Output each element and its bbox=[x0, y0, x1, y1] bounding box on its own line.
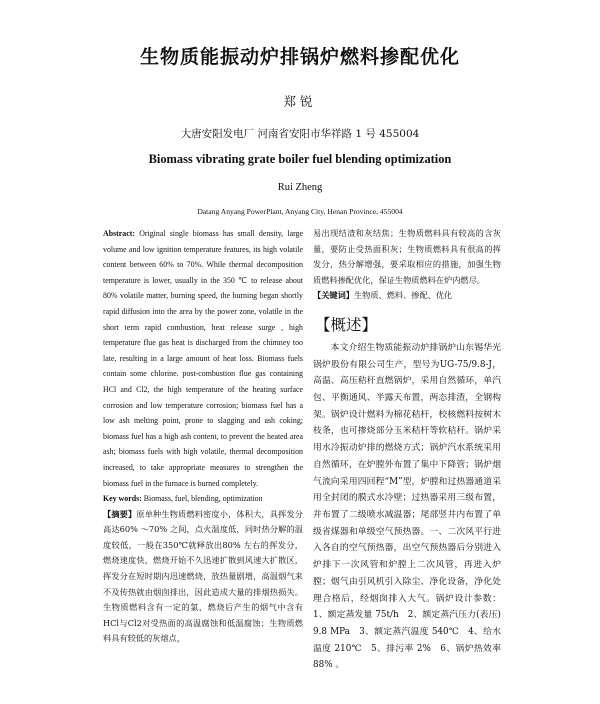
abstract-cn-text-start: 原单种生物质燃料密度小，体积大，具挥发分高达60% ～70% 之间，点火温度低，同时热分解的温度较低，一般在350℃就释放出80% 左右的挥发分，燃烧速度快，燃烧开始不久迅速扩散到风速大扩散区，挥发分在短时期内迅速燃烧，放热量剧增，高温烟气来不及传热就由烟囱排出，因此造成大量的排烟热损失。生物质燃料含有一定的氯，燃烧后产生的烟气中含有HCl与Cl2对受热面的高温腐蚀和低温腐蚀；生物质燃料具有较低的灰熔点， bbox=[103, 508, 303, 644]
affiliation-en: Datang Anyang PowerPlant, Anyang City, Henan Province, 455004 bbox=[197, 207, 403, 216]
author-name-en: Rui Zheng bbox=[277, 182, 323, 193]
keywords-cn-text: 生物质、燃料、掺配、优化 bbox=[353, 290, 453, 301]
abstract-cn-label: 【摘要】 bbox=[103, 508, 137, 519]
abstract-en-label: Abstract: bbox=[103, 229, 135, 238]
section-heading-overview: 【概述】 bbox=[315, 315, 378, 334]
overview-paragraph: 本文介绍生物质能振动炉排锅炉山东锡华光锅炉股份有限公司生产，型号为UG-75/9.8-J，高温、高压秸秆直燃锅炉，采用自然循环，单汽包、平衡通风、半露天布置，两态排渣，全钢构架。锅炉设计燃料为棉花秸杆，校核燃料按树木枝条，也可掺烧部分玉米秸杆等软秸秆。锅炉采用水冷振动炉排的燃烧方式；锅炉汽水系统采用自然循环，在炉膛外布置了集中下降管；锅炉烟气流向采用四回程“M”型，炉膛和过热器通道采用全封闭的膜式水冷壁；过热器采用三级布置，并布置了二级喷水减温器；尾部竖井内布置了单级省煤器和单级空气预热器。一、二次风平行进入各自的空气预热器，出空气预热器后分别进入炉排下一次风管和炉膛上二次风管，再进入炉膛；烟气由引风机引入除尘、净化设备，净化处理合格后，经烟囱排入大气。锅炉设计参数：1、额定蒸发量 75t/h 2、额定蒸汽压力(表压) 9.8 MPa 3、额定蒸汽温度 540℃ 4、给水温度 210℃ 5、排污率 2% 6、锅炉热效率 88% 。 bbox=[313, 342, 501, 671]
abstract-en-text: Original single biomass has small density, large volume and low ignition temperature features, its high volatile content between 60% to 70%. While thermal decomposition temperature is lower, usually in the 350 ℃ to release about 80% volatile matter, burning speed, the burning began shortly rapid diffusion into the area by the power zone, volatile in the short term rapid combustion, heat release surge , high temperature flue gas heat is discharged from the chimney too late, resulting in a large amount of heat loss. Biomass fuels contain some chlorine. post-combustion flue gas containing HCl and Cl2, the high temperature of the heating surface corrosion and low temperature corrosion; biomass fuel has a low ash melting point, prone to slagging and ash coking; biomass fuel has a high ash content, to prevent the heated area ash; biomass fuels with high volatile, thermal decomposition increased, to take appropriate measures to strengthen the biomass fuel in the furnace is burned completely. bbox=[103, 229, 303, 488]
left-column bbox=[103, 226, 303, 647]
abstract-cn-text-continued: 易出现结渣和灰结焦；生物质燃料具有较高的含灰量，要防止受热面积灰；生物质燃料具有很高的挥发分，热分解增强，要采取相应的措施，加强生物质燃料掺配优化，保证生物质燃料在炉内燃尽。 bbox=[313, 228, 501, 285]
paper-title-cn: 生物质能振动炉排锅炉燃料掺配优化 bbox=[139, 46, 460, 68]
author-name-cn: 郑锐 bbox=[283, 94, 317, 109]
keywords-cn-label: 【关键词】 bbox=[313, 290, 354, 301]
right-column bbox=[313, 226, 501, 674]
abstract-en bbox=[103, 226, 303, 491]
keywords-cn bbox=[313, 288, 501, 304]
keywords-en-text: Biomass, fuel, blending, optimization bbox=[141, 494, 263, 504]
keywords-en-label: Key words: bbox=[103, 494, 142, 504]
paper-title-en: Biomass vibrating grate boiler fuel blending optimization bbox=[148, 152, 452, 166]
abstract-cn-part1 bbox=[103, 507, 303, 647]
affiliation-cn: 大唐安阳发电厂 河南省安阳市华祥路 1 号 455004 bbox=[180, 128, 420, 140]
keywords-en bbox=[103, 491, 303, 507]
